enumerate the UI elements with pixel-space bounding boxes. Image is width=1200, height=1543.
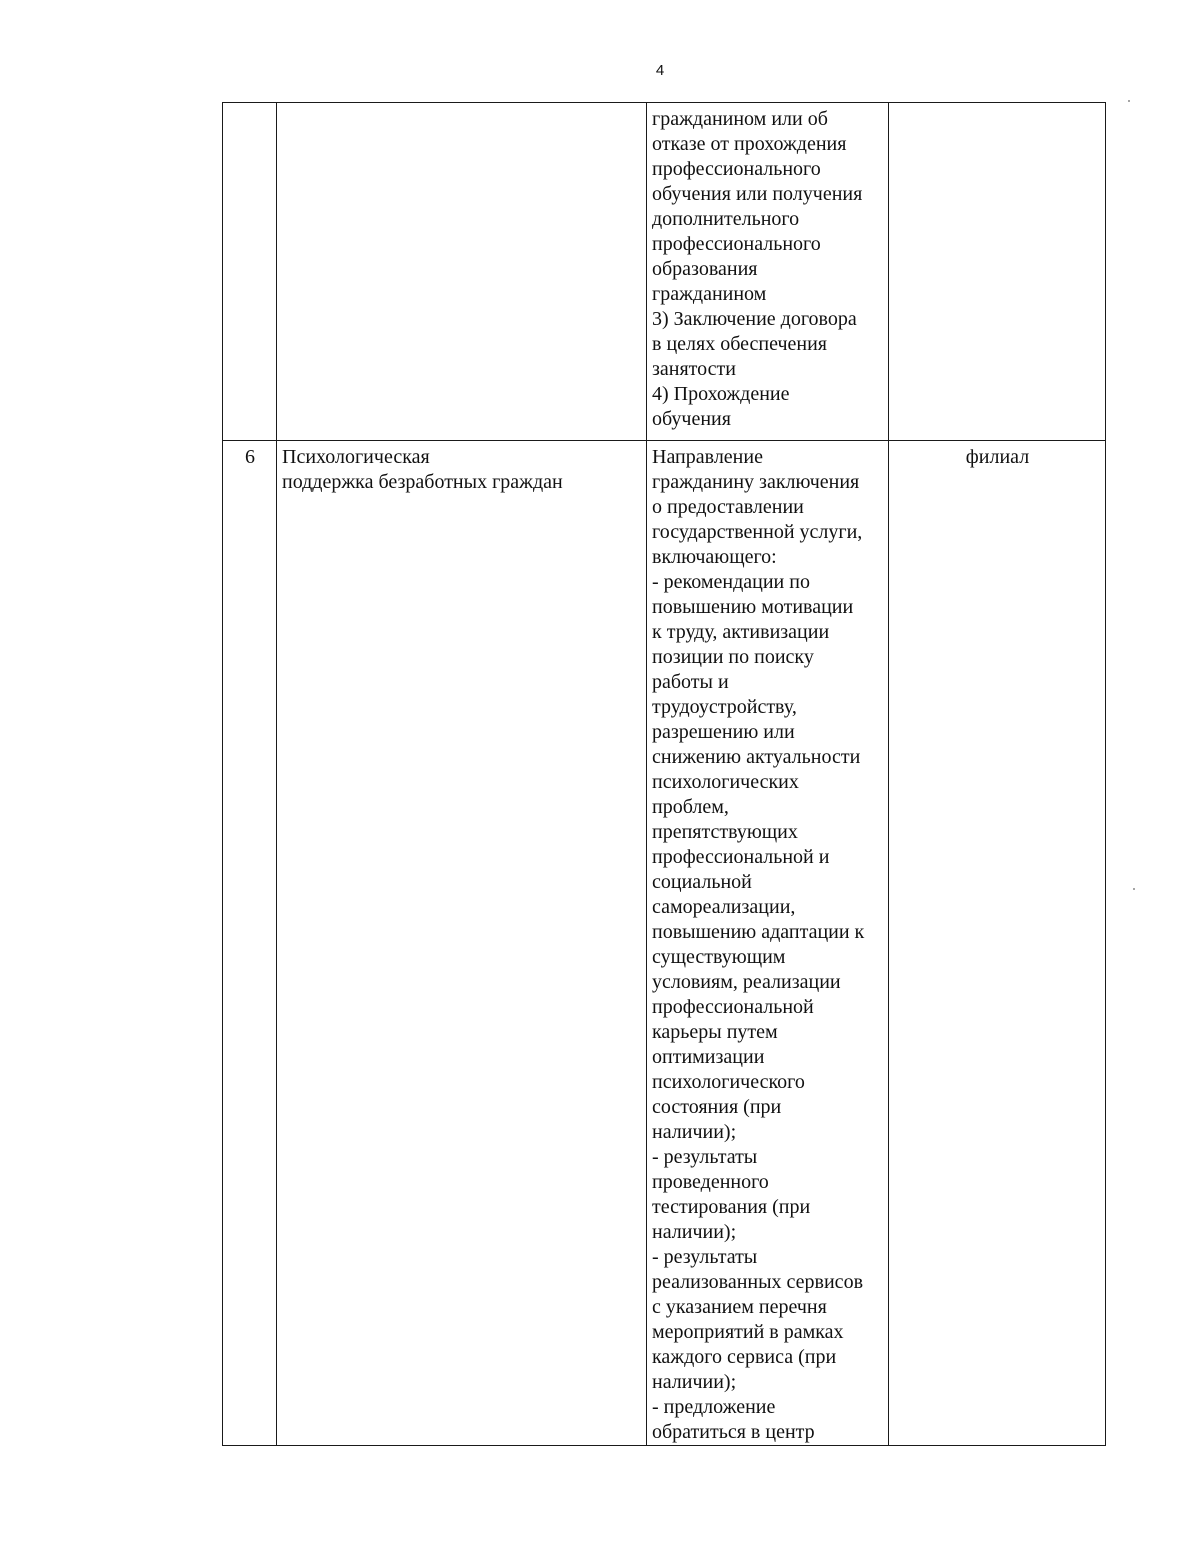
result-line: к труду, активизации xyxy=(652,621,830,643)
result-line: - предложение xyxy=(652,1396,776,1418)
row-number-cell: 6 xyxy=(223,441,277,1446)
result-line: разрешению или xyxy=(652,721,795,743)
executor-cell: филиал xyxy=(889,441,1106,1446)
result-line: гражданином или об xyxy=(652,108,828,130)
result-line: психологических xyxy=(652,771,799,793)
result-line: препятствующих xyxy=(652,821,798,843)
result-line: государственной услуги, xyxy=(652,521,863,543)
result-line: тестирования (при xyxy=(652,1196,811,1218)
result-line: работы и xyxy=(652,671,729,693)
result-line: - результаты xyxy=(652,1146,758,1168)
result-line: социальной xyxy=(652,871,752,893)
result-line: образования xyxy=(652,258,758,280)
service-name-cell xyxy=(277,441,647,1446)
result-line: каждого сервиса (при xyxy=(652,1346,837,1368)
result-line: мероприятий в рамках xyxy=(652,1321,844,1343)
result-line: включающего: xyxy=(652,546,777,568)
service-result-cell xyxy=(647,441,889,1446)
result-line: 4) Прохождение xyxy=(652,383,790,405)
table-row xyxy=(223,441,1106,1446)
executor-cell xyxy=(889,103,1106,441)
result-line: профессионального xyxy=(652,158,821,180)
services-table xyxy=(222,102,1106,1446)
result-line: 3) Заключение договора xyxy=(652,308,857,330)
result-line: обучения или получения xyxy=(652,183,863,205)
result-line: обучения xyxy=(652,408,731,430)
result-line: проблем, xyxy=(652,796,729,818)
result-line: обратиться в центр xyxy=(652,1421,815,1443)
service-name-line: поддержка безработных граждан xyxy=(282,471,563,493)
result-line: наличии); xyxy=(652,1371,737,1393)
result-line: самореализации, xyxy=(652,896,796,918)
result-line: Направление xyxy=(652,446,763,468)
service-name-line: Психологическая xyxy=(282,446,430,468)
row-number-cell xyxy=(223,103,277,441)
result-line: профессиональной xyxy=(652,996,814,1018)
result-line: оптимизации xyxy=(652,1046,765,1068)
result-line: снижению актуальности xyxy=(652,746,861,768)
result-line: проведенного xyxy=(652,1171,769,1193)
result-line: наличии); xyxy=(652,1221,737,1243)
result-line: реализованных сервисов xyxy=(652,1271,864,1293)
result-line: трудоустройству, xyxy=(652,696,797,718)
result-line: дополнительного xyxy=(652,208,800,230)
result-line: наличии); xyxy=(652,1121,737,1143)
result-line: с указанием перечня xyxy=(652,1296,827,1318)
result-line: гражданину заключения xyxy=(652,471,860,493)
result-line: повышению мотивации xyxy=(652,596,854,618)
service-result-cell xyxy=(647,103,889,441)
page-number: 4 xyxy=(655,62,665,79)
result-line: состояния (при xyxy=(652,1096,782,1118)
table-row xyxy=(223,103,1106,441)
result-line: - рекомендации по xyxy=(652,571,810,593)
result-line: занятости xyxy=(652,358,736,380)
scan-speck xyxy=(1128,100,1130,102)
result-line: повышению адаптации к xyxy=(652,921,865,943)
result-line: профессионального xyxy=(652,233,821,255)
result-line: отказе от прохождения xyxy=(652,133,847,155)
result-line: позиции по поиску xyxy=(652,646,814,668)
result-line: в целях обеспечения xyxy=(652,333,827,355)
service-name-cell xyxy=(277,103,647,441)
result-line: условиям, реализации xyxy=(652,971,841,993)
scan-speck xyxy=(1133,888,1135,890)
result-line: о предоставлении xyxy=(652,496,804,518)
result-line: профессиональной и xyxy=(652,846,830,868)
result-line: карьеры путем xyxy=(652,1021,778,1043)
result-line: существующим xyxy=(652,946,786,968)
result-line: - результаты xyxy=(652,1246,758,1268)
result-line: психологического xyxy=(652,1071,805,1093)
result-line: гражданином xyxy=(652,283,767,305)
